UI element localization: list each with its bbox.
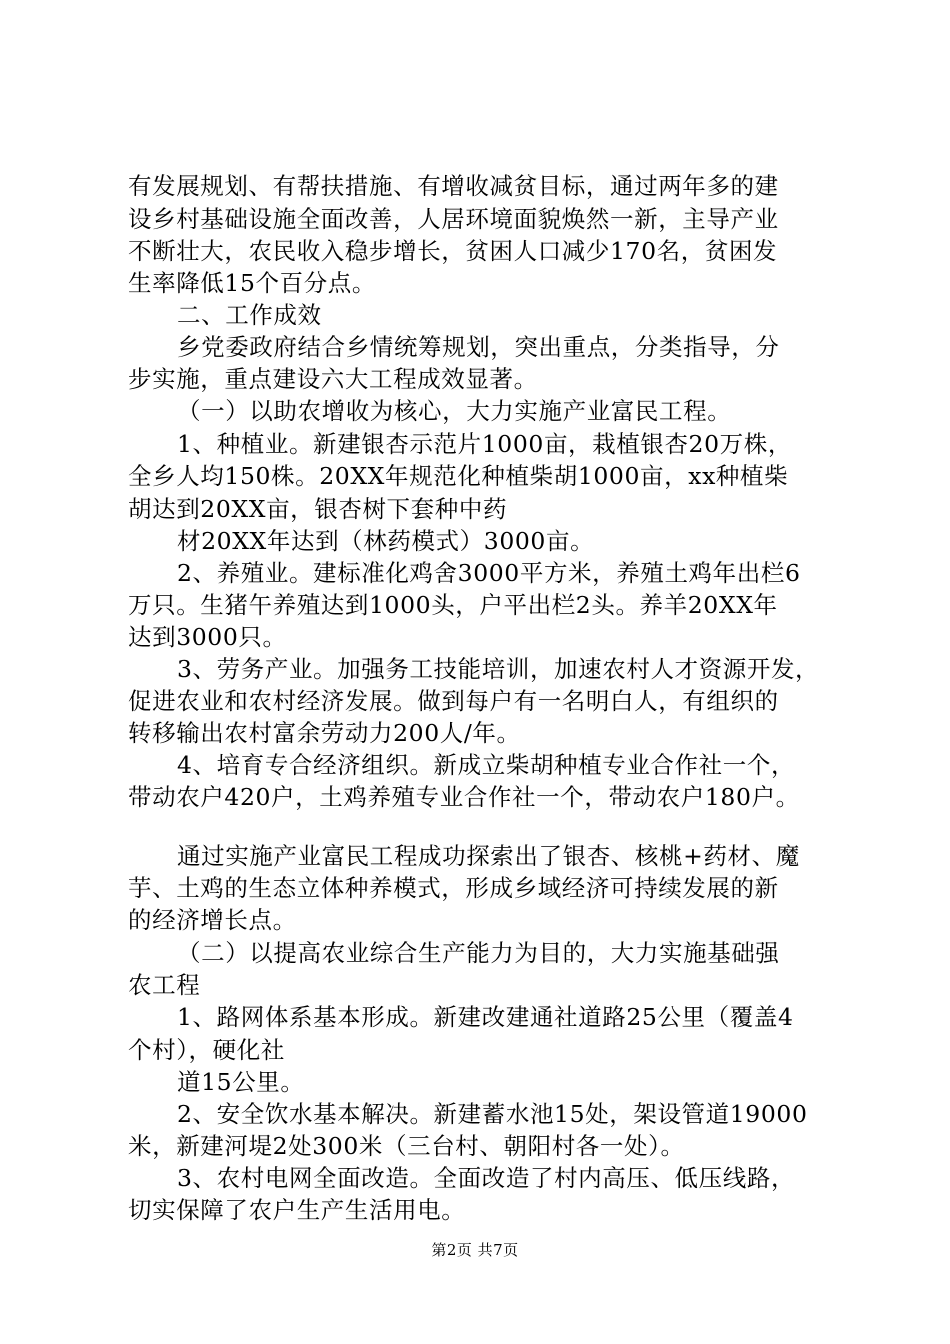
text-line: 1、种植业。新建银杏示范片1000亩，栽植银杏20万株， [177, 429, 792, 458]
text-line: 转移输出农村富余劳动力200人/年。 [128, 719, 521, 748]
text-line: 胡达到20XX亩，银杏树下套种中药 [128, 494, 508, 523]
text-line: 芋、土鸡的生态立体种养模式，形成乡域经济可持续发展的新 [128, 874, 779, 903]
text-line: 达到3000只。 [128, 622, 287, 651]
text-line: 农工程 [128, 971, 201, 1000]
text-line: 个村），硬化社 [128, 1035, 285, 1064]
text-line: 带动农户420户，土鸡养殖专业合作社一个，带动农户180户。 [128, 783, 800, 812]
text-line: 促进农业和农村经济发展。做到每户有一名明白人，有组织的 [128, 687, 779, 716]
text-line: 3、劳务产业。加强务工技能培训，加速农村人才资源开发， [177, 655, 820, 684]
text-line: 材20XX年达到（林药模式）3000亩。 [177, 526, 595, 555]
text-line: 万只。生猪午养殖达到1000头，户平出栏2头。养羊20XX年 [128, 590, 778, 619]
section-heading: 二、工作成效 [177, 301, 322, 330]
text-line: 切实保障了农户生产生活用电。 [128, 1196, 466, 1224]
text-line: 2、安全饮水基本解决。新建蓄水池15处，架设管道19000 [177, 1099, 808, 1128]
subsection-heading: （一）以助农增收为核心，大力实施产业富民工程。 [177, 397, 732, 426]
text-line: 1、路网体系基本形成。新建改建通社道路25公里（覆盖4 [177, 1003, 794, 1032]
text-line: 道15公里。 [177, 1067, 305, 1096]
text-line: 生率降低15个百分点。 [128, 269, 377, 298]
page-number-footer: 第2页 共7页 [431, 1241, 519, 1259]
text-line: 步实施，重点建设六大工程成效显著。 [128, 365, 538, 394]
text-line: 不断壮大，农民收入稳步增长，贫困人口减少170名，贫困发 [128, 237, 778, 266]
text-line: 乡党委政府结合乡情统筹规划，突出重点，分类指导，分 [177, 333, 780, 362]
text-line: 的经济增长点。 [128, 906, 297, 935]
subsection-heading: （二）以提高农业综合生产能力为目的，大力实施基础强 [177, 939, 780, 968]
text-line: 设乡村基础设施全面改善，人居环境面貌焕然一新，主导产业 [128, 204, 779, 233]
text-line: 通过实施产业富民工程成功探索出了银杏、核桃+药材、魔 [177, 842, 800, 871]
text-line: 4、培育专合经济组织。新成立柴胡种植专业合作社一个， [177, 751, 796, 780]
text-line: 米，新建河堤2处300米（三台村、朝阳村各一处）。 [128, 1131, 685, 1160]
text-line: 3、农村电网全面改造。全面改造了村内高压、低压线路， [177, 1163, 796, 1192]
text-line: 2、养殖业。建标准化鸡舍3000平方米，养殖土鸡年出栏6 [177, 558, 801, 587]
text-line: 有发展规划、有帮扶措施、有增收减贫目标，通过两年多的建 [128, 172, 779, 200]
text-line: 全乡人均150株。20XX年规范化种植柴胡1000亩，xx种植柴 [128, 461, 789, 490]
